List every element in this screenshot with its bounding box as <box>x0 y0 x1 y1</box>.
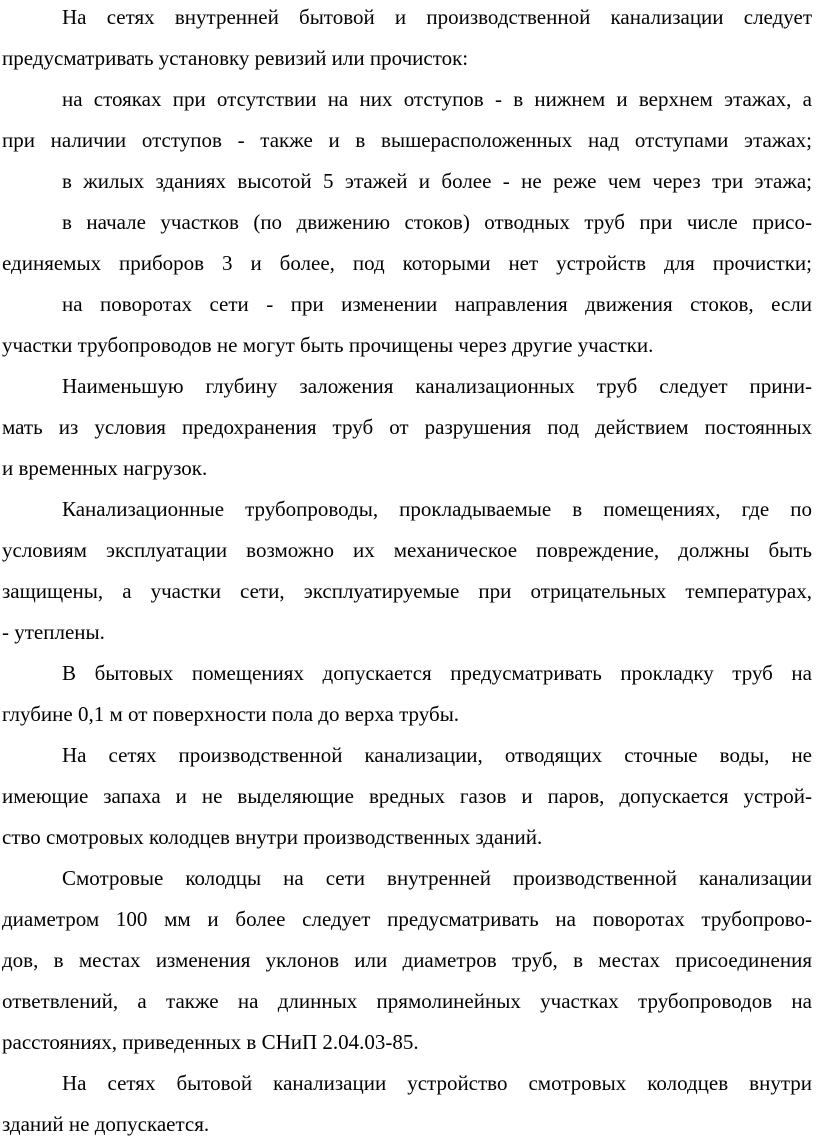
paragraph-line: В бытовых помещениях допускается предусматривать прокладку труб на <box>62 661 812 685</box>
paragraph-line: ство смотровых колодцев внутри производственных зданий. <box>2 825 543 849</box>
paragraph-line: На сетях производственной канализации, отводящих сточные воды, не <box>62 743 812 767</box>
paragraph-line: глубине 0,1 м от поверхности пола до верха трубы. <box>2 702 460 726</box>
paragraph-line: На сетях внутренней бытовой и производственной канализации следует <box>62 5 812 29</box>
paragraph-line: Наименьшую глубину заложения канализационных труб следует прини- <box>62 374 812 398</box>
paragraph-line: - утеплены. <box>2 620 105 644</box>
paragraph-line: мать из условия предохранения труб от разрушения под действием постоянных <box>2 415 812 439</box>
paragraph-line: зданий не допускается. <box>2 1112 210 1136</box>
paragraph-line: и временных нагрузок. <box>2 456 208 480</box>
paragraph-line: Смотровые колодцы на сети внутренней производственной канализации <box>62 866 812 890</box>
paragraph-line: Канализационные трубопроводы, прокладываемые в помещениях, где по <box>62 497 812 521</box>
paragraph-line: имеющие запаха и не выделяющие вредных газов и паров, допускается устрой- <box>2 784 812 808</box>
paragraph-line: На сетях бытовой канализации устройство смотровых колодцев внутри <box>62 1071 812 1095</box>
paragraph-line: единяемых приборов 3 и более, под которыми нет устройств для прочистки; <box>2 251 812 275</box>
paragraph-line: предусматривать установку ревизий или прочисток: <box>2 46 469 70</box>
paragraph-line: условиям эксплуатации возможно их механическое повреждение, должны быть <box>2 538 812 562</box>
paragraph-line: при наличии отступов - также и в вышерасположенных над отступами этажах; <box>2 128 812 152</box>
paragraph-line: на поворотах сети - при изменении направления движения стоков, если <box>62 292 812 316</box>
paragraph-line: участки трубопроводов не могут быть прочищены через другие участки. <box>2 333 654 357</box>
paragraph-line: ответвлений, а также на длинных прямолинейных участках трубопроводов на <box>2 989 812 1013</box>
paragraph-line: на стояках при отсутствии на них отступов - в нижнем и верхнем этажах, а <box>62 87 812 111</box>
paragraph-line: в жилых зданиях высотой 5 этажей и более - не реже чем через три этажа; <box>62 169 812 193</box>
paragraph-line: диаметром 100 мм и более следует предусматривать на поворотах трубопрово- <box>2 907 812 931</box>
paragraph-line: в начале участков (по движению стоков) отводных труб при числе присо- <box>62 210 812 234</box>
paragraph-line: защищены, а участки сети, эксплуатируемые при отрицательных температурах, <box>2 579 812 603</box>
paragraph-line: расстояниях, приведенных в СНиП 2.04.03-85. <box>2 1030 419 1054</box>
paragraph-line: дов, в местах изменения уклонов или диаметров труб, в местах присоединения <box>2 948 812 972</box>
